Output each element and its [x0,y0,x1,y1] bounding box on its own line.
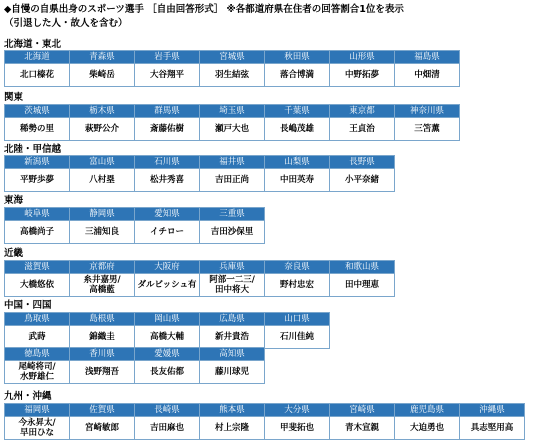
athlete-name: 武蒔 [5,326,70,349]
prefecture-header: 兵庫県 [200,261,265,274]
region-label: 東海 [4,195,24,206]
athlete-name: 今永昇太/ 早田ひな [5,417,70,440]
athlete-name: 瀬戸大也 [200,118,265,141]
prefecture-header: 千葉県 [265,105,330,118]
region-table [4,104,460,141]
athlete-name: 中野拓夢 [330,64,395,87]
region-table [4,347,265,384]
prefecture-header: 北海道 [5,51,70,64]
prefecture-header: 山形県 [330,51,395,64]
prefecture-header: 富山県 [70,156,135,169]
prefecture-header: 長崎県 [135,404,200,417]
region-label: 中国・四国 [4,300,52,311]
athlete-name: 三浦知良 [70,221,135,244]
prefecture-header: 栃木県 [70,105,135,118]
athlete-name: 羽生結弦 [200,64,265,87]
athlete-name: 稀勢の里 [5,118,70,141]
athlete-name: 糸井嘉男/ 高橋藍 [70,274,135,297]
athlete-name: 浅野翔吾 [70,361,135,384]
region-label: 近畿 [4,248,24,259]
athlete-name: 高橋尚子 [5,221,70,244]
athlete-name: イチロー [135,221,200,244]
athlete-name: 八村塁 [70,169,135,192]
athlete-name: 阿部一二三/ 田中将大 [200,274,265,297]
prefecture-header: 山梨県 [265,156,330,169]
prefecture-header: 香川県 [70,348,135,361]
athlete-name: 青木宣親 [330,417,395,440]
prefecture-header: 静岡県 [70,208,135,221]
athlete-name: 具志堅用高 [460,417,525,440]
prefecture-header: 大分県 [265,404,330,417]
prefecture-header: 宮崎県 [330,404,395,417]
athlete-name: 長嶋茂雄 [265,118,330,141]
athlete-name: 尾崎将司/ 水野雄仁 [5,361,70,384]
athlete-name: 甲斐拓也 [265,417,330,440]
athlete-name: 高橋大輔 [135,326,200,349]
athlete-name: 新井貴浩 [200,326,265,349]
region-table [4,207,265,244]
prefecture-header: 徳島県 [5,348,70,361]
prefecture-header: 群馬県 [135,105,200,118]
page-subtitle: （引退した人・故人を含む） [4,18,128,29]
prefecture-header: 岩手県 [135,51,200,64]
region-table [4,403,525,440]
region-label: 関東 [4,92,24,103]
region-label: 北海道・東北 [4,39,62,50]
athlete-name: 大迫勇也 [395,417,460,440]
prefecture-header: 佐賀県 [70,404,135,417]
region-table [4,312,330,349]
athlete-name: 北口榛花 [5,64,70,87]
prefecture-header: 和歌山県 [330,261,395,274]
athlete-name: 三笘薫 [395,118,460,141]
page-title: ◆自慢の自県出身のスポーツ選手 ［自由回答形式］ ※各都道府県在住者の回答割合1位を表示 [4,4,404,15]
prefecture-header: 秋田県 [265,51,330,64]
prefecture-header: 奈良県 [265,261,330,274]
athlete-name: 宮崎敏郎 [70,417,135,440]
prefecture-header: 山口県 [265,313,330,326]
prefecture-header: 福岡県 [5,404,70,417]
prefecture-header: 愛媛県 [135,348,200,361]
prefecture-header: 高知県 [200,348,265,361]
athlete-name: 錦織圭 [70,326,135,349]
prefecture-header: 茨城県 [5,105,70,118]
athlete-name: 中畑清 [395,64,460,87]
prefecture-header: 広島県 [200,313,265,326]
athlete-name: ダルビッシュ有 [135,274,200,297]
athlete-name: 大谷翔平 [135,64,200,87]
prefecture-header: 新潟県 [5,156,70,169]
prefecture-header: 熊本県 [200,404,265,417]
athlete-name: 吉田沙保里 [200,221,265,244]
prefecture-header: 石川県 [135,156,200,169]
athlete-name: 長友佑都 [135,361,200,384]
athlete-name: 落合博満 [265,64,330,87]
prefecture-header: 京都府 [70,261,135,274]
athlete-name: 松井秀喜 [135,169,200,192]
prefecture-header: 長野県 [330,156,395,169]
athlete-name: 吉田麻也 [135,417,200,440]
prefecture-header: 東京都 [330,105,395,118]
prefecture-header: 岡山県 [135,313,200,326]
athlete-name: 田中理恵 [330,274,395,297]
athlete-name: 萩野公介 [70,118,135,141]
athlete-name: 中田英寿 [265,169,330,192]
prefecture-header: 大阪府 [135,261,200,274]
prefecture-header: 愛知県 [135,208,200,221]
athlete-name: 藤川球児 [200,361,265,384]
athlete-name: 小平奈緒 [330,169,395,192]
prefecture-header: 滋賀県 [5,261,70,274]
prefecture-header: 埼玉県 [200,105,265,118]
region-table [4,260,395,297]
prefecture-header: 福井県 [200,156,265,169]
region-table [4,50,460,87]
prefecture-header: 鳥取県 [5,313,70,326]
athlete-name: 石川佳純 [265,326,330,349]
prefecture-header: 鹿児島県 [395,404,460,417]
athlete-name: 村上宗隆 [200,417,265,440]
athlete-name: 吉田正尚 [200,169,265,192]
prefecture-header: 島根県 [70,313,135,326]
prefecture-header: 青森県 [70,51,135,64]
athlete-name: 野村忠宏 [265,274,330,297]
athlete-name: 平野歩夢 [5,169,70,192]
prefecture-header: 三重県 [200,208,265,221]
region-label: 九州・沖縄 [4,391,52,402]
prefecture-header: 沖縄県 [460,404,525,417]
athlete-name: 斎藤佑樹 [135,118,200,141]
prefecture-header: 福島県 [395,51,460,64]
prefecture-header: 神奈川県 [395,105,460,118]
athlete-name: 王貞治 [330,118,395,141]
prefecture-header: 岐阜県 [5,208,70,221]
prefecture-header: 宮城県 [200,51,265,64]
region-table [4,155,395,192]
region-label: 北陸・甲信越 [4,144,62,155]
athlete-name: 大橋悠依 [5,274,70,297]
athlete-name: 柴崎岳 [70,64,135,87]
